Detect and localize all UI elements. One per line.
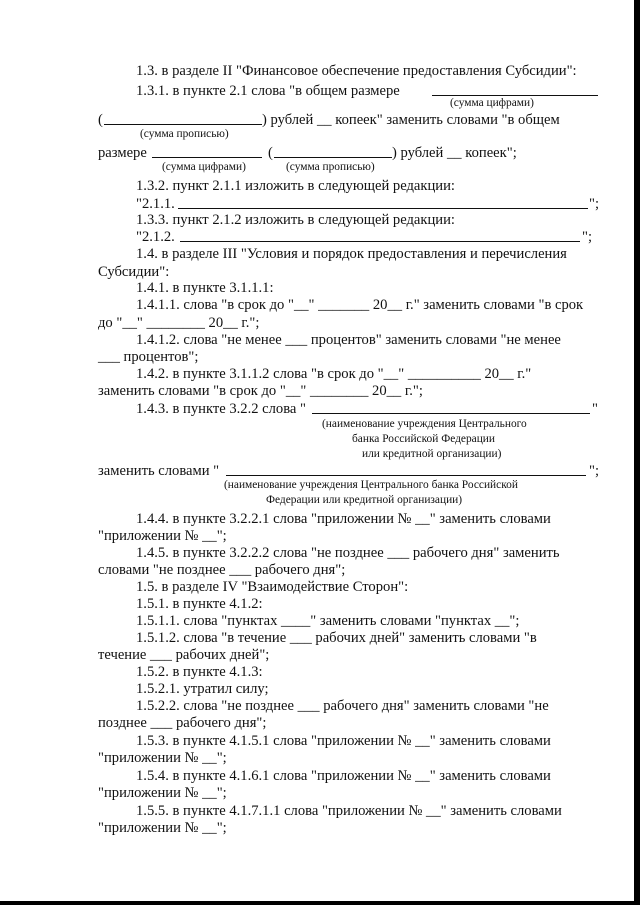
text-rubles-kopecks: ) рублей __ копеек"; bbox=[392, 145, 517, 161]
paragraph-1-5-1-1: 1.5.1.1. слова "пунктах ____" заменить словами "пунктах __"; bbox=[136, 613, 520, 629]
bracket-open: ( bbox=[98, 112, 103, 128]
paragraph-1-5-5-cont: "приложении № __"; bbox=[98, 820, 227, 836]
paragraph-1-5-2-2-cont: позднее ___ рабочего дня"; bbox=[98, 715, 267, 731]
text-rubles-kopecks: ) рублей __ копеек" заменить словами "в общем bbox=[262, 112, 560, 128]
blank-line bbox=[226, 475, 586, 476]
paragraph-1-5-1: 1.5.1. в пункте 4.1.2: bbox=[136, 596, 263, 612]
caption-sum-words: (сумма прописью) bbox=[140, 128, 229, 140]
caption-institution-name: (наименование учреждения Центрального bbox=[322, 418, 527, 430]
paragraph-1-5-2-1: 1.5.2.1. утратил силу; bbox=[136, 681, 269, 697]
text-replace-words: заменить словами " bbox=[98, 463, 220, 479]
paragraph-1-4-4: 1.4.4. в пункте 3.2.2.1 слова "приложении № __" заменить словами bbox=[136, 511, 551, 527]
caption-institution-name: банка Российской Федерации bbox=[352, 433, 495, 445]
paragraph-1-4-5-cont: словами "не позднее ___ рабочего дня"; bbox=[98, 562, 346, 578]
paragraph-1-3: 1.3. в разделе II "Финансовое обеспечение предоставления Субсидии": bbox=[136, 63, 577, 79]
text-quote-end: "; bbox=[589, 463, 600, 479]
blank-line bbox=[274, 157, 392, 158]
paragraph-1-3-1: 1.3.1. в пункте 2.1 слова "в общем размере bbox=[136, 83, 400, 99]
scan-border-bottom bbox=[0, 901, 640, 905]
paragraph-1-4-4-cont: "приложении № __"; bbox=[98, 528, 227, 544]
blank-line bbox=[152, 157, 262, 158]
text-2-1-1: "2.1.1. bbox=[136, 196, 175, 212]
paragraph-1-4-cont: Субсидии": bbox=[98, 264, 170, 280]
blank-line bbox=[104, 124, 262, 125]
scan-border-right bbox=[634, 0, 640, 905]
paragraph-1-4-1-2: 1.4.1.2. слова "не менее ___ процентов" заменить словами "не менее bbox=[136, 332, 561, 348]
paragraph-1-4-5: 1.4.5. в пункте 3.2.2.2 слова "не позднее ___ рабочего дня" заменить bbox=[136, 545, 560, 561]
paragraph-1-4-1-1-cont: до "__" ________ 20__ г."; bbox=[98, 315, 260, 331]
paragraph-1-5-4: 1.5.4. в пункте 4.1.6.1 слова "приложении № __" заменить словами bbox=[136, 768, 551, 784]
paragraph-1-5-1-2-cont: течение ___ рабочих дней"; bbox=[98, 647, 270, 663]
blank-line bbox=[180, 241, 580, 242]
text-quote-end: "; bbox=[582, 229, 593, 245]
caption-sum-digits: (сумма цифрами) bbox=[450, 97, 534, 109]
paragraph-1-4-1-1: 1.4.1.1. слова "в срок до "__" _______ 20__ г." заменить словами "в срок bbox=[136, 297, 584, 313]
text-quote-end: " bbox=[592, 401, 598, 417]
paragraph-1-3-2: 1.3.2. пункт 2.1.1 изложить в следующей редакции: bbox=[136, 178, 455, 194]
paragraph-1-4-2: 1.4.2. в пункте 3.1.1.2 слова "в срок до "__" __________ 20__ г." bbox=[136, 366, 532, 382]
paragraph-1-4: 1.4. в разделе III "Условия и порядок предоставления и перечисления bbox=[136, 246, 567, 262]
paragraph-1-5-2-2: 1.5.2.2. слова "не позднее ___ рабочего дня" заменить словами "не bbox=[136, 698, 549, 714]
blank-line bbox=[312, 413, 590, 414]
paragraph-1-5-1-2: 1.5.1.2. слова "в течение ___ рабочих дней" заменить словами "в bbox=[136, 630, 537, 646]
caption-sum-words: (сумма прописью) bbox=[286, 161, 375, 173]
paragraph-1-5-5: 1.5.5. в пункте 4.1.7.1.1 слова "приложении № __" заменить словами bbox=[136, 803, 562, 819]
caption-institution-name: (наименование учреждения Центрального банка Российской bbox=[224, 479, 518, 491]
paragraph-1-4-1-2-cont: ___ процентов"; bbox=[98, 349, 199, 365]
paragraph-1-5-3-cont: "приложении № __"; bbox=[98, 750, 227, 766]
paragraph-1-4-3: 1.4.3. в пункте 3.2.2 слова " bbox=[136, 401, 307, 417]
caption-institution-name: Федерации или кредитной организации) bbox=[266, 494, 463, 506]
text-quote-end: "; bbox=[589, 196, 600, 212]
caption-institution-name: или кредитной организации) bbox=[362, 448, 502, 460]
paragraph-1-5: 1.5. в разделе IV "Взаимодействие Сторон": bbox=[136, 579, 409, 595]
text-2-1-2: "2.1.2. bbox=[136, 229, 175, 245]
paragraph-1-4-1: 1.4.1. в пункте 3.1.1.1: bbox=[136, 280, 274, 296]
paragraph-1-3-3: 1.3.3. пункт 2.1.2 изложить в следующей редакции: bbox=[136, 212, 455, 228]
text-razmere: размере bbox=[98, 145, 147, 161]
caption-sum-digits: (сумма цифрами) bbox=[162, 161, 246, 173]
paragraph-1-5-2: 1.5.2. в пункте 4.1.3: bbox=[136, 664, 263, 680]
paragraph-1-4-2-cont: заменить словами "в срок до "__" ________ 20__ г."; bbox=[98, 383, 423, 399]
paragraph-1-5-4-cont: "приложении № __"; bbox=[98, 785, 227, 801]
paragraph-1-5-3: 1.5.3. в пункте 4.1.5.1 слова "приложении № __" заменить словами bbox=[136, 733, 551, 749]
bracket-open: ( bbox=[268, 145, 273, 161]
blank-line bbox=[178, 208, 588, 209]
